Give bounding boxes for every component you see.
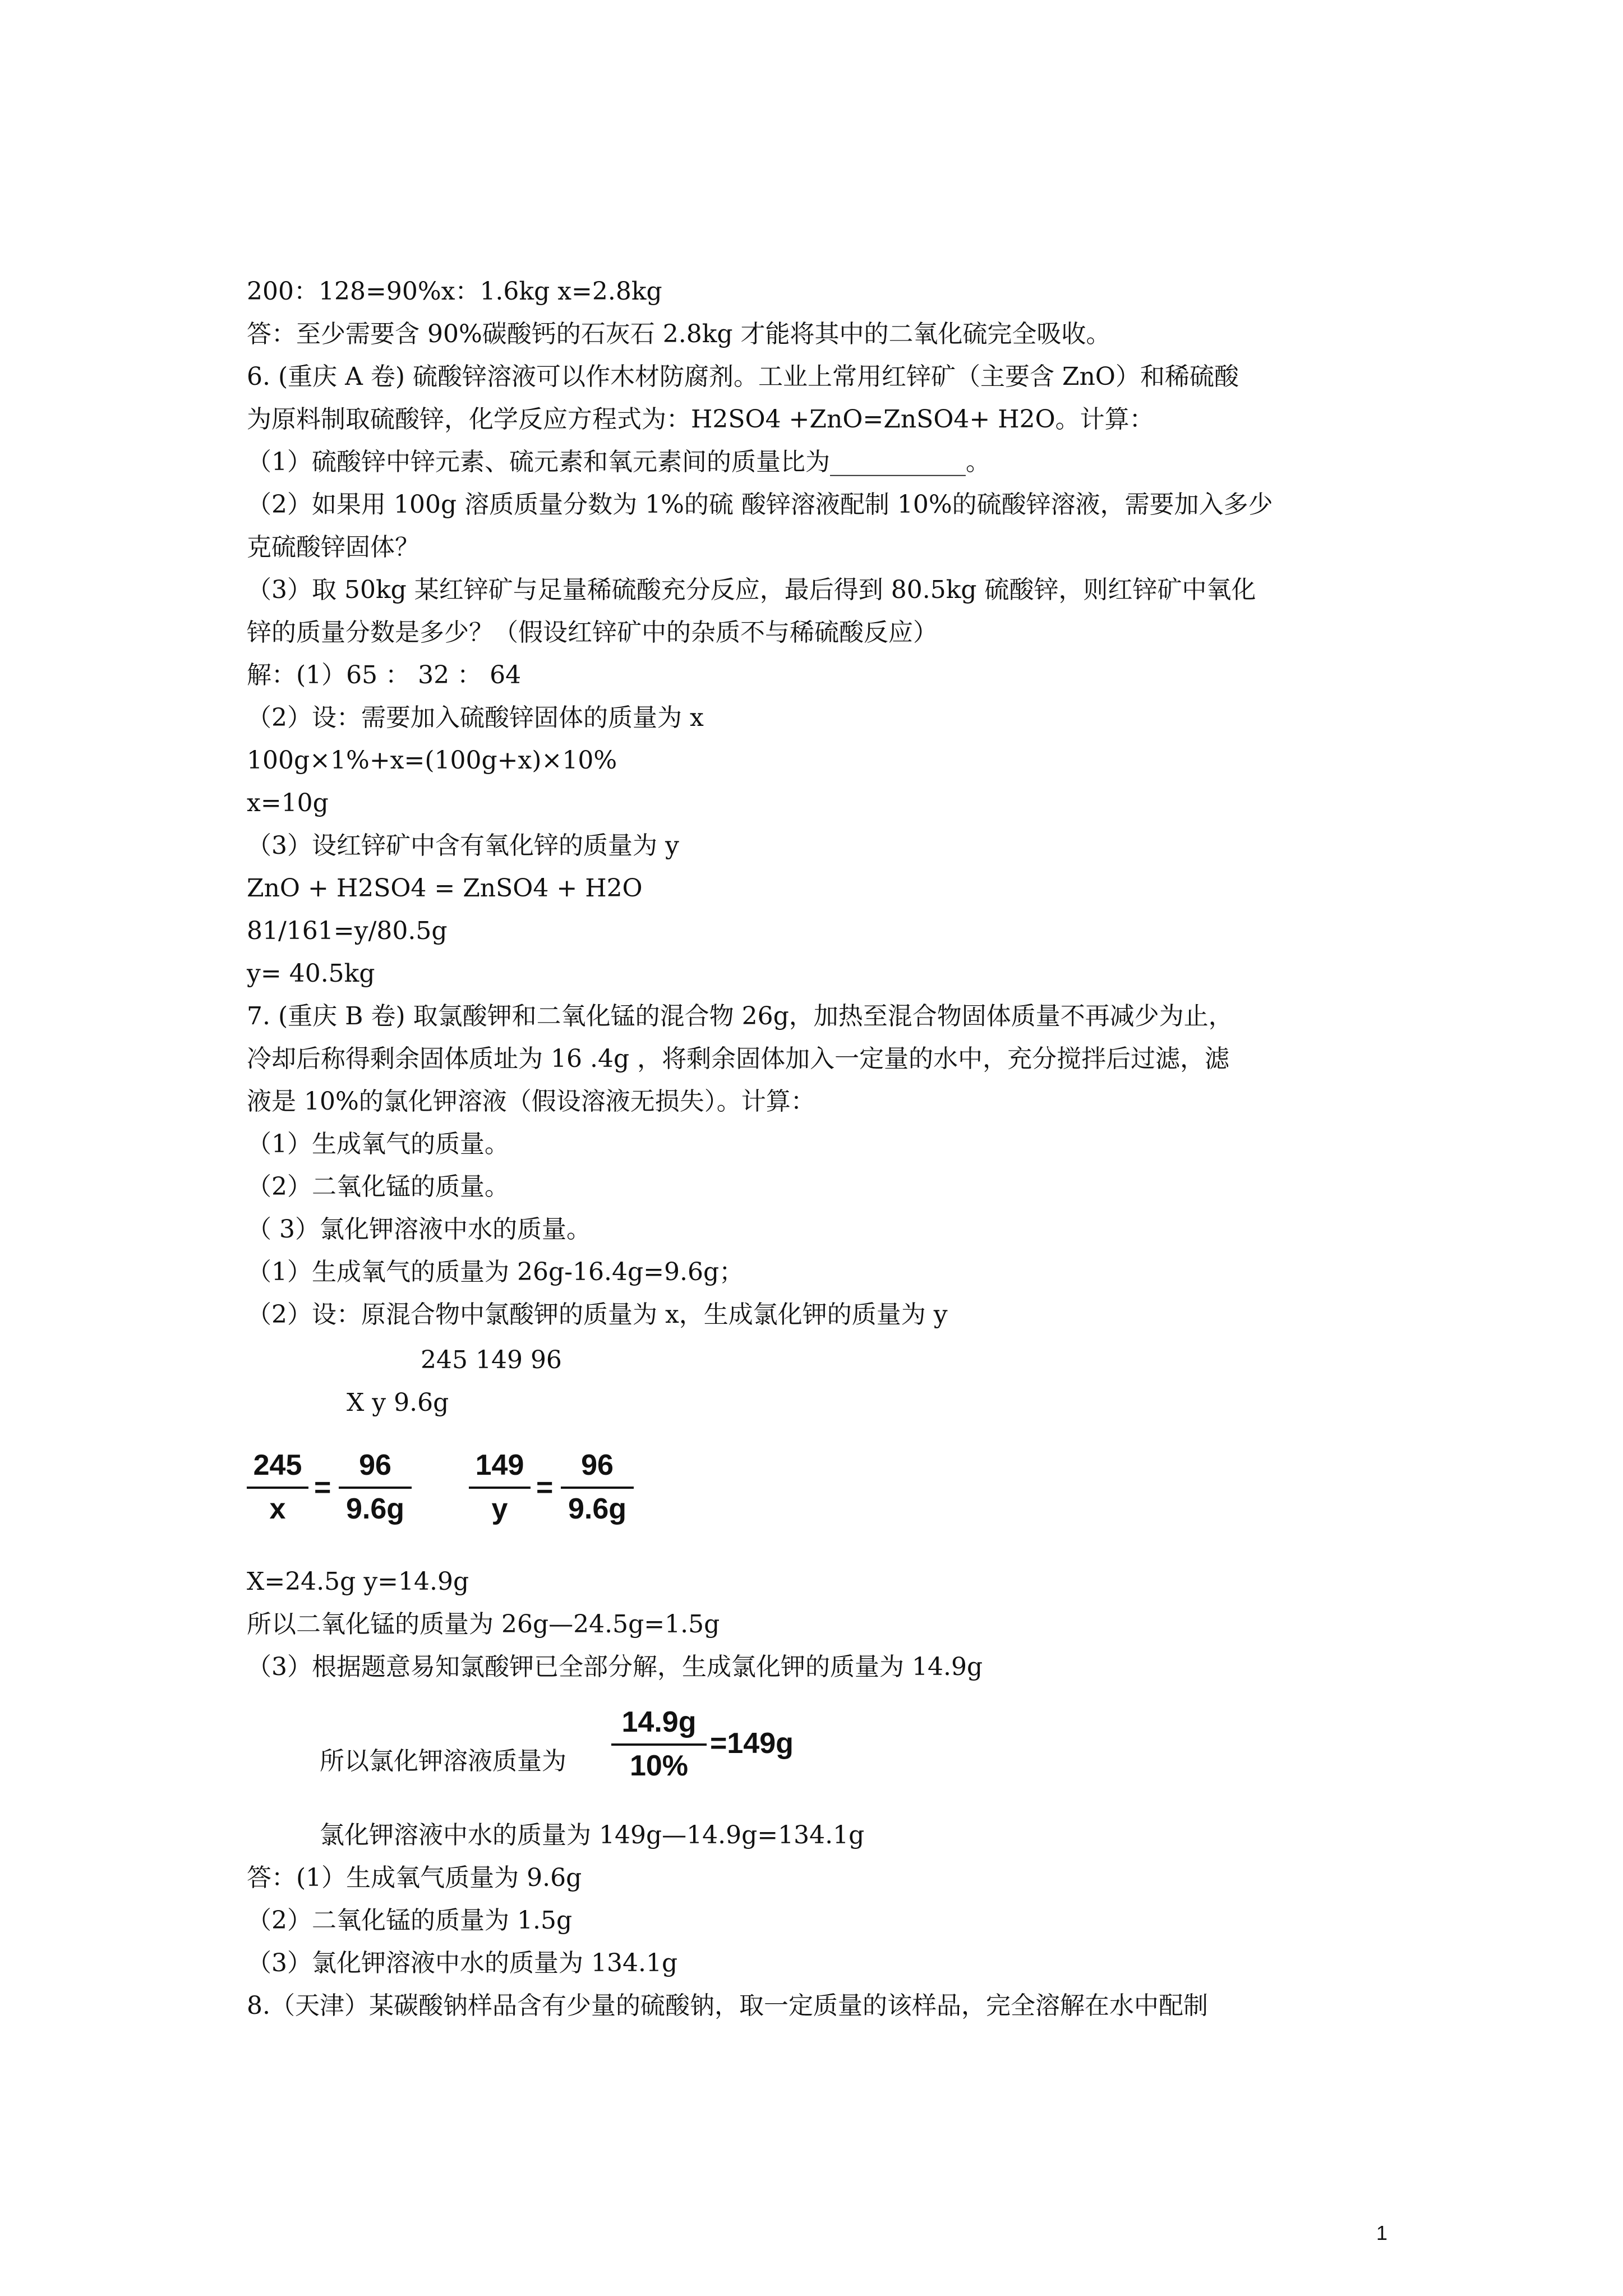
- text-line: （2）设：原混合物中氯酸钾的质量为 x，生成氯化钾的质量为 y: [247, 1300, 948, 1329]
- unknowns-line: X y 9.6g: [347, 1388, 449, 1417]
- text-line: （3）设红锌矿中含有氧化锌的质量为 y: [247, 831, 679, 860]
- text-line: 氯化钾溶液中水的质量为 149g—14.9g=134.1g: [320, 1821, 865, 1849]
- text-line: （ 3）氯化钾溶液中水的质量。: [247, 1215, 591, 1244]
- text-line: 81/161=y/80.5g: [247, 917, 448, 945]
- fraction-bar: [339, 1487, 412, 1489]
- text-line: 所以二氧化锰的质量为 26g—24.5g=1.5g: [247, 1610, 720, 1639]
- fraction-245-x: [247, 1448, 308, 1533]
- text-line: 所以氯化钾溶液质量为: [320, 1747, 566, 1775]
- text-line: （2）二氧化锰的质量为 1.5g: [247, 1906, 573, 1935]
- fraction-bar: [611, 1743, 707, 1746]
- equals-sign: =: [536, 1471, 554, 1504]
- denominator: x: [269, 1493, 286, 1525]
- text-line: （1）生成氧气的质量为 26g-16.4g=9.6g；: [247, 1258, 744, 1286]
- text-line: 答：至少需要含 90%碳酸钙的石灰石 2.8kg 才能将其中的二氧化硫完全吸收。: [247, 320, 1111, 348]
- text-line: 解：(1）65 ： 32 ： 64: [247, 661, 522, 689]
- text-line: 冷却后称得剩余固体质址为 16 .4g ，将剩余固体加入一定量的水中，充分搅拌后过滤，滤: [247, 1045, 1230, 1073]
- text-line: （2）设：需要加入硫酸锌固体的质量为 x: [247, 703, 704, 732]
- text-line: （3）取 50kg 某红锌矿与足量稀硫酸充分反应，最后得到 80.5kg 硫酸锌，则红锌矿中氧化: [247, 576, 1256, 604]
- text-line: （1）生成氧气的质量。: [247, 1130, 509, 1158]
- text-line: （3）根据题意易知氯酸钾已全部分解，生成氯化钾的质量为 14.9g: [247, 1653, 983, 1681]
- text-line: （3）氯化钾溶液中水的质量为 134.1g: [247, 1949, 678, 1977]
- numerator: 245: [253, 1449, 302, 1481]
- text-line: 答：(1）生成氧气质量为 9.6g: [247, 1864, 582, 1892]
- text-line: x=10g: [247, 789, 329, 817]
- text-line: （1）硫酸锌中锌元素、硫元素和氧元素间的质量比为___________。: [247, 448, 990, 476]
- question-8-heading: 8.（天津）某碳酸钠样品含有少量的硫酸钠，取一定质量的该样品，完全溶解在水中配制: [247, 1991, 1208, 2020]
- question-6-heading: 6. (重庆 A 卷) 硫酸锌溶液可以作木材防腐剂。工业上常用红锌矿（主要含 ZnO）和稀硫酸: [247, 362, 1239, 391]
- equals-sign: =: [314, 1471, 331, 1504]
- ratio-line: 245 149 96: [421, 1346, 562, 1374]
- equation-result: =149g: [710, 1727, 794, 1760]
- fraction-96-9.6g: [339, 1448, 412, 1533]
- text-line: （2）如果用 100g 溶质质量分数为 1%的硫 酸锌溶液配制 10%的硫酸锌溶液，需要加入多少: [247, 490, 1273, 519]
- text-line: X=24.5g y=14.9g: [247, 1567, 469, 1596]
- page-number: 1: [1376, 2221, 1387, 2244]
- text-line: 100g×1%+x=(100g+x)×10%: [247, 746, 617, 775]
- text-line: 200：128=90%x：1.6kg x=2.8kg: [247, 277, 662, 306]
- text-line: 锌的质量分数是多少？（假设红锌矿中的杂质不与稀硫酸反应）: [247, 618, 938, 647]
- text-line: 液是 10%的氯化钾溶液（假设溶液无损失）。计算：: [247, 1087, 815, 1116]
- fraction-bar: [469, 1487, 531, 1489]
- fraction-bar: [561, 1487, 634, 1489]
- denominator: 9.6g: [568, 1493, 627, 1525]
- text-line: （2）二氧化锰的质量。: [247, 1172, 509, 1201]
- fraction-14.9g-10pct: [611, 1705, 707, 1789]
- numerator: 149: [475, 1449, 524, 1481]
- fraction-96-9.6g: [561, 1448, 634, 1533]
- text-line: 克硫酸锌固体？: [247, 533, 419, 562]
- numerator: 96: [359, 1449, 391, 1481]
- text-line: y= 40.5kg: [247, 959, 375, 988]
- denominator: 10%: [629, 1750, 689, 1782]
- numerator: 14.9g: [621, 1706, 697, 1738]
- text-line: 为原料制取硫酸锌，化学反应方程式为：H2SO4 +ZnO=ZnSO4+ H2O。计算：: [247, 405, 1154, 434]
- fraction-bar: [247, 1487, 308, 1489]
- text-line: ZnO + H2SO4 = ZnSO4 + H2O: [247, 874, 643, 903]
- denominator: y: [491, 1493, 508, 1525]
- numerator: 96: [581, 1449, 614, 1481]
- fraction-149-y: [469, 1448, 531, 1533]
- denominator: 9.6g: [345, 1493, 405, 1525]
- question-7-heading: 7. (重庆 B 卷) 取氯酸钾和二氧化锰的混合物 26g，加热至混合物固体质量不再减少为止，: [247, 1002, 1233, 1030]
